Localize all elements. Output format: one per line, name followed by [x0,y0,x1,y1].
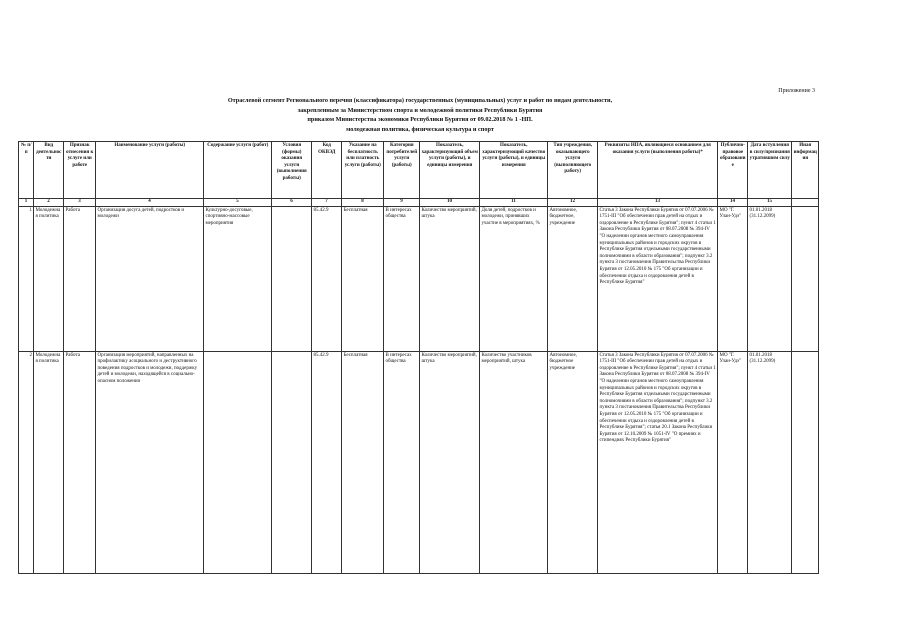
header-cell: Показатель, характеризующий качество услуги (работы), и единицы измерения [480,142,548,199]
header-cell: Тип учреждения, оказывающего услуги (выполняющего работу) [548,142,598,199]
type-cell: Работа [64,351,96,573]
number-cell: 9 [384,199,420,207]
activity-cell: Молодежная политика [34,351,64,573]
number-cell: 8 [342,199,384,207]
number-cell: 3 [64,199,96,207]
conditions-cell [272,206,312,351]
number-cell: 11 [480,199,548,207]
number-cell: 14 [718,199,748,207]
header-cell: Наименование услуги (работы) [96,142,204,199]
number-cell: 5 [204,199,272,207]
number-cell: 2 [34,199,64,207]
number-cell: 6 [272,199,312,207]
entity-cell: МО "Г. Улан-Удэ" [718,206,748,351]
header-cell: № п/п [19,142,34,199]
document-title [120,96,720,134]
type-cell: Работа [64,206,96,351]
row-number: 1 [19,206,34,351]
number-cell: 1 [19,199,34,207]
header-cell: Дата вступления в силу/признания утратившим силу [748,142,792,199]
header-cell: Публично-правовое образование [718,142,748,199]
title-line: закрепленным за Министерством спорта и молодежной политики Республики Бурятия [297,106,543,114]
category-cell: В интересах общества [384,351,420,573]
npa-cell: Статья 3 Закона Республики Бурятия от 07.07.2006 № 1751-III "Об обеспечении прав детей на отдых и оздоровление в Республике Бурятия"; пункт 4 статьи 1 Закона Республики Бурятия от 08.07.2008 № 394-IV "О наделении органов местного самоуправления муниципальных районов и городских округов в Республике Бурятия отдельными государственными полномочиями в области образования"; подпункт 3.2 пункта 3 постановления Правительства Республики Бурятия от 12.05.2010 № 175 "Об организации и обеспечении отдыха и оздоровления детей в Республике Бурятия" [598,206,718,351]
table-header-row [19,142,819,199]
header-cell: Условия (формы) оказания услуги (выполнения работы) [272,142,312,199]
content-cell [204,351,272,573]
header-cell: Вид деятельности [34,142,64,199]
title-line: приказом Министерства экономики Республики Бурятия от 09.02.2018 № 1 -НП. [307,116,533,123]
quality-cell: Доля детей, подростков и молодежи, принявших участие в мероприятиях, % [480,206,548,351]
okved-cell: 85.42.9 [312,351,342,573]
number-cell [792,199,819,207]
okved-cell: 85.42.9 [312,206,342,351]
appendix-label: Приложение 3 [778,88,815,94]
date-cell: 01.01.2018 (31.12.2099) [748,351,792,573]
content-cell: Культурно-досуговые, спортивно-массовые мероприятия [204,206,272,351]
npa-cell: Статья 3 Закона Республики Бурятия от 07.07.2006 № 1751-III "Об обеспечении прав детей на отдых и оздоровление в Республике Бурятия"; пункт 4 статьи 1 Закона Республики Бурятия от 08.07.2008 № 394-IV "О наделении органов местного самоуправления муниципальных районов и городских округов в Республике Бурятия отдельными государственными полномочиями в области образования"; подпункт 3.2 пункта 3 постановления Правительства Республики Бурятия от 12.05.2010 № 175 "Об организации и обеспечении отдыха и оздоровления детей в Республике Бурятия"; статья 20.1 Закона Республики Бурятия от 12.10.2009 № 1051-IV "О премиях и стипендиях Республики Бурятия" [598,351,718,573]
date-cell: 01.01.2018 (31.12.2099) [748,206,792,351]
column-number-row [19,199,819,207]
institution-type-cell: Автономное, бюджетное, учреждение [548,206,598,351]
header-cell: Признак отнесения к услуге или работе [64,142,96,199]
activity-cell: Молодежная политика [34,206,64,351]
paid-cell: Бесплатная [342,351,384,573]
header-cell: Реквизиты НПА, являющиеся основанием для оказания услуги (выполнения работы)* [598,142,718,199]
number-cell: 7 [312,199,342,207]
number-cell: 15 [748,199,792,207]
header-cell: Указание на бесплатность или платность услуги (работы) [342,142,384,199]
other-cell [792,351,819,573]
volume-cell: Количество мероприятий, штука [420,351,480,573]
header-cell: Иная информация [792,142,819,199]
header-cell: Показатель, характеризующий объем услуги (работы), и единицы измерения [420,142,480,199]
title-line: Отраслевой сегмент Регионального перечня (классификатора) государственных (муниципальных) услуг и работ по видам деятельности, [227,97,613,104]
header-cell: Содержание услуги (работ) [204,142,272,199]
quality-cell: Количество участников мероприятий, штука [480,351,548,573]
number-cell: 10 [420,199,480,207]
volume-cell: Количество мероприятий, штука [420,206,480,351]
title-line: молодежная политика, физическая культура и спорт [346,125,494,133]
other-cell [792,206,819,351]
service-name-cell: Организация мероприятий, направленных на профилактику асоциального и деструктивного поведения подростков и молодежи, поддержку детей и молодежи, находящейся в социально-опасном положении [96,351,204,573]
paid-cell: Бесплатная [342,206,384,351]
service-name-cell: Организация досуга детей, подростков и молодежи [96,206,204,351]
table-row [19,206,819,351]
services-table [18,141,819,574]
conditions-cell [272,351,312,573]
header-cell: Категория потребителей услуги (работы) [384,142,420,199]
number-cell: 4 [96,199,204,207]
entity-cell: МО "Г. Улан-Удэ" [718,351,748,573]
row-number: 2 [19,351,34,573]
institution-type-cell: Автономное, бюджетное учреждение [548,351,598,573]
header-cell: Код ОКВЭД [312,142,342,199]
number-cell: 12 [548,199,598,207]
number-cell: 13 [598,199,718,207]
category-cell: В интересах общества [384,206,420,351]
table-row [19,351,819,573]
